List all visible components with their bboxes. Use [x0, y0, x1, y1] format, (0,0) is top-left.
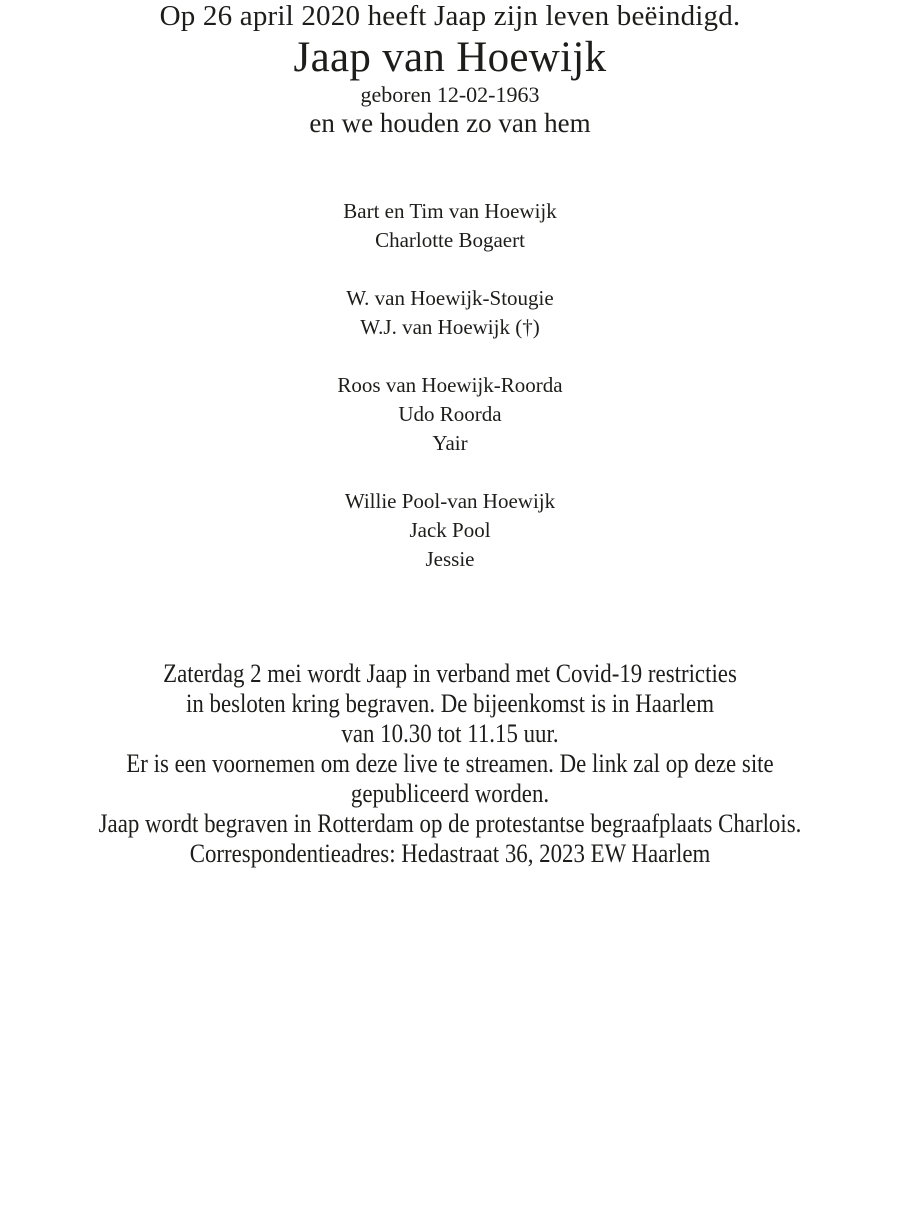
- family-group-children: [0, 197, 900, 255]
- family-member: Roos van Hoewijk-Roorda: [337, 373, 563, 397]
- correspondence-address-line: Correspondentieadres: Hedastraat 36, 2023 EW Haarlem: [189, 839, 711, 868]
- family-group-parents: [0, 284, 900, 342]
- family-member: Willie Pool-van Hoewijk: [344, 489, 556, 513]
- ceremony-line: van 10.30 tot 11.15 uur.: [341, 719, 559, 748]
- family-member: Udo Roorda: [398, 402, 502, 426]
- family-group-pool: [0, 487, 900, 574]
- tribute-line: en we houden zo van hem: [309, 108, 591, 138]
- family-member: W. van Hoewijk-Stougie: [346, 286, 554, 310]
- family-member: Bart en Tim van Hoewijk: [343, 199, 557, 223]
- family-member: W.J. van Hoewijk (†): [360, 315, 540, 339]
- family-list: [0, 197, 900, 574]
- family-member: Charlotte Bogaert: [375, 228, 525, 252]
- livestream-paragraph: [54, 749, 846, 809]
- family-member: Yair: [432, 431, 468, 455]
- burial-location-line: Jaap wordt begraven in Rotterdam op de protestantse begraafplaats Charlois.: [98, 809, 802, 838]
- family-member: Jack Pool: [409, 518, 491, 542]
- family-group-roorda: [0, 371, 900, 458]
- ceremony-line: in besloten kring begraven. De bijeenkomst is in Haarlem: [185, 689, 714, 718]
- deceased-name: Jaap van Hoewijk: [293, 34, 607, 81]
- service-details: [0, 659, 900, 869]
- birth-date-line: geboren 12-02-1963: [360, 82, 540, 107]
- family-member: Jessie: [425, 547, 475, 571]
- livestream-line: Er is een voornemen om deze live te streamen. De link zal op deze site: [126, 749, 774, 778]
- opening-line: Op 26 april 2020 heeft Jaap zijn leven beëindigd.: [159, 0, 741, 32]
- livestream-line: gepubliceerd worden.: [350, 779, 550, 808]
- ceremony-line: Zaterdag 2 mei wordt Jaap in verband met Covid-19 restricties: [163, 659, 737, 688]
- ceremony-paragraph: [54, 659, 846, 749]
